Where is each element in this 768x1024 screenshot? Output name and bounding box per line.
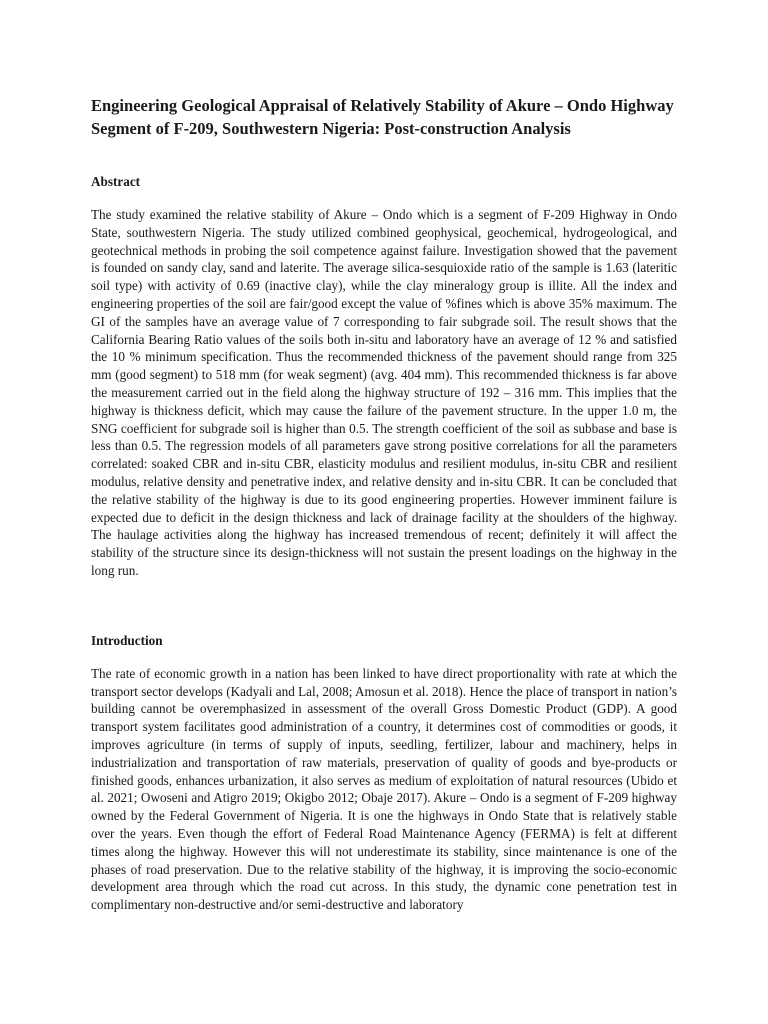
introduction-heading: Introduction xyxy=(91,632,163,648)
introduction-text: The rate of economic growth in a nation has been linked to have direct proportionality with rate at which the transport sector develops (Kadyali and Lal, 2008; Amosun et al. 2018). Hence the place of transport in nation’s building cannot be overemphasized in assessment of the overall Gross Domestic Product (GDP). A good transport system facilitates good administration of a country, it determines cost of commodities or goods, it improves agriculture (in terms of supply of inputs, seedling, fertilizer, labour and machinery, helps in industrialization and transportation of raw materials, preservation of quality of goods and bye-products or finished goods, enhances urbanization, it also serves as medium of exploitation of natural resources (Ubido et al. 2021; Owoseni and Atigro 2019; Okigbo 2012; Obaje 2017). Akure – Ondo is a segment of F-209 highway owned by the Federal Government of Nigeria. It is one the highways in Ondo State that is relatively stable over the years. Even though the effort of Federal Road Maintenance Agency (FERMA) is felt at different times along the highway. However this will not underestimate its stability, since maintenance is one of the phases of road preservation. Due to the relative stability of the highway, it is improving the socio-economic development area through which the road cut across. In this study, the dynamic cone penetration test in complimentary non-destructive and/or semi-destructive and laboratory xyxy=(91,665,677,913)
paper-title: Engineering Geological Appraisal of Relatively Stability of Akure – Ondo Highway Segment of F-209, Southwestern Nigeria: Post-construction Analysis xyxy=(91,96,674,138)
abstract-heading: Abstract xyxy=(91,174,141,189)
abstract-text: The study examined the relative stability of Akure – Ondo which is a segment of F-209 Highway in Ondo State, southwestern Nigeria. The study utilized combined geophysical, geochemical, hydrogeological, and geotechnical methods in probing the soil competence against failure. Investigation showed that the pavement is founded on sandy clay, sand and laterite. The average silica-sesquioxide ratio of the sample is 1.63 (lateritic soil type) with activity of 0.69 (inactive clay), while the clay mineralogy group is illite. All the index and engineering properties of the soil are fair/good except the value of %fines which is above 35% maximum. The GI of the samples have an average value of 7 corresponding to fair subgrade soil. The result shows that the California Bearing Ratio values of the soils both in-situ and laboratory have an average of 12 % and satisfied the 10 % minimum specification. Thus the recommended thickness of the pavement should range from 325 mm (good segment) to 518 mm (for weak segment) (avg. 404 mm). This recommended thickness is far above the measurement carried out in the field along the highway structure of 192 – 316 mm. This implies that the highway is thickness deficit, which may cause the failure of the pavement structure. In the upper 1.0 m, the SNG coefficient for subgrade soil is higher than 0.5. The strength coefficient of the soil as subbase and base is less than 0.5. The regression models of all parameters gave strong positive correlations for all the parameters correlated: soaked CBR and in-situ CBR, elasticity modulus and resilient modulus, in-situ CBR and resilient modulus, relative density and penetrative index, and relative density and in-situ CBR. It can be concluded that the relative stability of the highway is due to its good engineering properties. However imminent failure is expected due to deficit in the design thickness and lack of drainage facility at the shoulders of the highway. The haulage activities along the highway has increased tremendous of recent; definitely it will affect the stability of the structure since its design-thickness will not sustain the present loadings on the highway in the long run. xyxy=(91,207,677,578)
document-page xyxy=(91,94,677,914)
